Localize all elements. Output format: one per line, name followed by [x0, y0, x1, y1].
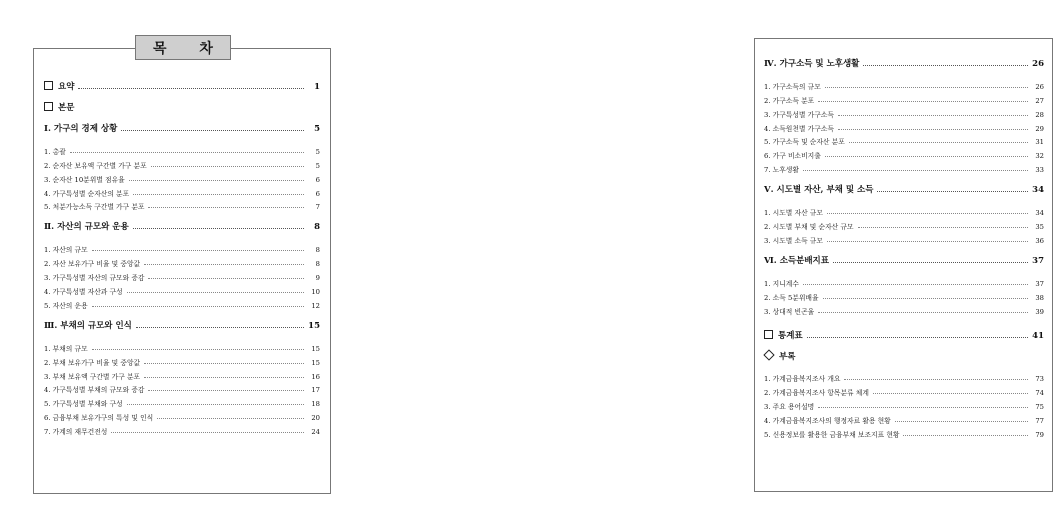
- dot-leader: [92, 306, 304, 307]
- checkbox-square-icon: [44, 102, 53, 111]
- dot-leader: [78, 88, 304, 89]
- dot-leader: [825, 87, 1028, 88]
- toc-item-label: 6. 금융부채 보유가구의 특성 및 인식: [44, 414, 154, 423]
- toc-appendix-item-page: 74: [1035, 389, 1044, 398]
- toc-item-page: 35: [1035, 223, 1044, 232]
- toc-section-heading-page: 8: [314, 222, 320, 233]
- dot-leader: [121, 130, 304, 131]
- toc-item[interactable]: [44, 282, 320, 296]
- toc-item[interactable]: [44, 240, 320, 254]
- toc-item[interactable]: [764, 91, 1044, 105]
- toc-section-heading-label: Ⅲ. 부채의 규모와 인식: [44, 320, 132, 331]
- dot-leader: [838, 115, 1028, 116]
- toc-item-page: 9: [315, 274, 320, 283]
- toc-item[interactable]: [764, 302, 1044, 316]
- toc-item-label: 5. 자산의 운용: [44, 301, 88, 310]
- dot-leader: [803, 284, 1028, 285]
- toc-summary-page: 1: [314, 82, 320, 92]
- toc-item-page: 5: [315, 147, 320, 156]
- toc-item-label: 4. 가구특성별 자산과 구성: [44, 288, 123, 297]
- dot-leader: [148, 207, 304, 208]
- dot-leader: [825, 156, 1028, 157]
- toc-stats-table-label: 통계표: [778, 330, 803, 341]
- dot-leader: [148, 278, 304, 279]
- toc-appendix-item-page: 73: [1035, 375, 1044, 384]
- dot-leader: [92, 250, 304, 251]
- toc-item-label: 3. 순자산 10분위별 점유율: [44, 175, 125, 184]
- toc-appendix-item-label: 2. 가계금융복지조사 항목분류 체계: [764, 389, 869, 398]
- toc-section-heading[interactable]: [44, 219, 320, 232]
- toc-summary-label: 요약: [58, 82, 75, 92]
- dot-leader: [144, 264, 304, 265]
- dot-leader: [127, 292, 304, 293]
- toc-section-heading-page: 37: [1032, 255, 1044, 266]
- toc-item-label: 5. 처분가능소득 구간별 가구 분포: [44, 203, 145, 212]
- toc-item-page: 10: [311, 288, 320, 297]
- dot-leader: [136, 327, 304, 328]
- toc-item-page: 7: [315, 203, 320, 212]
- toc-item-label: 4. 소득원천별 가구소득: [764, 124, 834, 133]
- toc-item-page: 39: [1035, 307, 1044, 316]
- dot-leader: [873, 393, 1028, 394]
- toc-item-page: 6: [315, 175, 320, 184]
- dot-leader: [148, 390, 304, 391]
- dot-leader: [877, 191, 1028, 192]
- toc-item[interactable]: [44, 394, 320, 408]
- toc-item[interactable]: [764, 203, 1044, 217]
- toc-item[interactable]: [764, 133, 1044, 147]
- toc-item-label: 4. 가구특성별 순자산의 분포: [44, 189, 130, 198]
- dot-leader: [838, 129, 1028, 130]
- toc-appendix-item[interactable]: [764, 425, 1044, 439]
- toc-appendix-heading-label: 부록: [779, 351, 796, 362]
- toc-item-label: 2. 소득 5분위배율: [764, 293, 819, 302]
- left-page: [0, 0, 360, 508]
- toc-item-label: 3. 가구특성별 자산의 규모와 증감: [44, 274, 145, 283]
- toc-item[interactable]: [44, 381, 320, 395]
- dot-leader: [827, 213, 1028, 214]
- toc-section-heading-label: Ⅰ. 가구의 경제 상황: [44, 124, 118, 134]
- toc-appendix-item[interactable]: [764, 411, 1044, 425]
- toc-item-label: 2. 부채 보유가구 비율 및 중앙값: [44, 358, 141, 367]
- toc-item-label: 2. 자산 보유가구 비율 및 중앙값: [44, 260, 141, 269]
- dot-leader: [827, 241, 1028, 242]
- appendix-items: [764, 370, 1044, 439]
- toc-section-heading-label: Ⅱ. 자산의 규모와 운용: [44, 222, 129, 233]
- toc-item[interactable]: [764, 217, 1044, 231]
- toc-item-page: 17: [311, 386, 320, 395]
- toc-item[interactable]: [44, 184, 320, 198]
- dot-leader: [833, 262, 1028, 263]
- toc-item-page: 34: [1035, 209, 1044, 218]
- toc-item-page: 36: [1035, 236, 1044, 245]
- dot-leader: [858, 227, 1028, 228]
- toc-item-page: 8: [315, 246, 320, 255]
- toc-item[interactable]: [764, 146, 1044, 160]
- toc-item[interactable]: [44, 296, 320, 310]
- toc-summary-row[interactable]: [44, 79, 320, 92]
- toc-item-label: 3. 시도별 소득 규모: [764, 236, 823, 245]
- toc-item-label: 1. 지니계수: [764, 279, 799, 288]
- dot-leader: [133, 228, 304, 229]
- toc-item-page: 16: [311, 372, 320, 381]
- checkbox-square-icon: [44, 81, 53, 90]
- left-toc: [44, 79, 320, 436]
- toc-appendix-item-label: 4. 가계금융복지조사의 행정자료 활용 현황: [764, 417, 891, 426]
- right-page: [360, 0, 1044, 508]
- dot-leader: [70, 152, 304, 153]
- diamond-icon: [763, 349, 774, 360]
- toc-appendix-item[interactable]: [764, 383, 1044, 397]
- checkbox-square-icon: [764, 330, 773, 339]
- toc-item-label: 6. 가구 비소비지출: [764, 152, 821, 161]
- dot-leader: [844, 379, 1028, 380]
- dot-leader: [903, 435, 1028, 436]
- toc-appendix-item-page: 77: [1035, 417, 1044, 426]
- dot-leader: [895, 421, 1028, 422]
- dot-leader: [144, 363, 304, 364]
- toc-section-heading-page: 26: [1032, 59, 1044, 69]
- dot-leader: [818, 101, 1028, 102]
- toc-item-page: 33: [1035, 166, 1044, 175]
- toc-item[interactable]: [44, 170, 320, 184]
- toc-item-page: 28: [1035, 110, 1044, 119]
- dot-leader: [818, 407, 1028, 408]
- toc-item-label: 5. 가구특성별 부채와 구성: [44, 400, 123, 409]
- toc-stats-table-page: 41: [1032, 330, 1044, 341]
- toc-section-heading[interactable]: [44, 121, 320, 134]
- toc-item[interactable]: [44, 156, 320, 170]
- toc-item-page: 37: [1035, 279, 1044, 288]
- toc-item-label: 4. 가구특성별 부채의 규모와 증감: [44, 386, 145, 395]
- toc-body-heading-label: 본문: [58, 103, 75, 113]
- toc-item-page: 8: [315, 260, 320, 269]
- right-sections: [764, 56, 1044, 316]
- dot-leader: [157, 418, 304, 419]
- toc-item[interactable]: [764, 105, 1044, 119]
- toc-item-page: 32: [1035, 152, 1044, 161]
- dot-leader: [92, 349, 304, 350]
- dot-leader: [849, 142, 1028, 143]
- toc-item[interactable]: [44, 254, 320, 268]
- toc-item-label: 1. 총괄: [44, 147, 66, 156]
- right-toc: [764, 48, 1044, 439]
- toc-item-label: 1. 시도별 자산 규모: [764, 209, 823, 218]
- toc-appendix-item-page: 79: [1035, 431, 1044, 440]
- toc-item-page: 29: [1035, 124, 1044, 133]
- toc-item[interactable]: [764, 288, 1044, 302]
- toc-item-page: 15: [311, 344, 320, 353]
- toc-item-page: 20: [311, 414, 320, 423]
- dot-leader: [144, 377, 304, 378]
- toc-appendix-item-label: 1. 가계금융복지조사 개요: [764, 375, 841, 384]
- toc-section-heading[interactable]: [764, 253, 1044, 266]
- toc-item-page: 38: [1035, 293, 1044, 302]
- toc-item-label: 3. 부채 보유액 구간별 가구 분포: [44, 372, 141, 381]
- dot-leader: [823, 298, 1028, 299]
- toc-appendix-item-page: 75: [1035, 403, 1044, 412]
- dot-leader: [127, 404, 304, 405]
- toc-item-page: 31: [1035, 138, 1044, 147]
- toc-item[interactable]: [764, 77, 1044, 91]
- toc-section-heading-page: 15: [308, 320, 320, 331]
- dot-leader: [111, 432, 304, 433]
- toc-title: 목 차: [135, 35, 231, 60]
- toc-item[interactable]: [44, 353, 320, 367]
- toc-item-label: 2. 가구소득 분포: [764, 96, 815, 105]
- toc-item-page: 26: [1035, 82, 1044, 91]
- toc-section-heading-label: Ⅵ. 소득분배지표: [764, 255, 829, 266]
- toc-item-label: 3. 가구특성별 가구소득: [764, 110, 834, 119]
- dot-leader: [818, 312, 1028, 313]
- toc-section-heading[interactable]: [44, 318, 320, 331]
- toc-item-label: 2. 순자산 보유액 구간별 가구 분포: [44, 161, 147, 170]
- toc-item[interactable]: [44, 268, 320, 282]
- toc-item-label: 1. 가구소득의 규모: [764, 82, 821, 91]
- toc-item-label: 2. 시도별 부채 및 순자산 규모: [764, 223, 854, 232]
- toc-item[interactable]: [44, 422, 320, 436]
- dot-leader: [133, 194, 304, 195]
- toc-item[interactable]: [44, 142, 320, 156]
- toc-appendix-item[interactable]: [764, 370, 1044, 384]
- dot-leader: [863, 65, 1028, 66]
- toc-stats-table-row[interactable]: [764, 328, 1044, 341]
- toc-item[interactable]: [44, 408, 320, 422]
- toc-item[interactable]: [764, 119, 1044, 133]
- dot-leader: [151, 166, 304, 167]
- toc-section-heading[interactable]: [764, 56, 1044, 69]
- toc-item[interactable]: [44, 198, 320, 212]
- toc-item-page: 12: [311, 301, 320, 310]
- toc-item-page: 15: [311, 358, 320, 367]
- toc-item-label: 5. 가구소득 및 순자산 분포: [764, 138, 845, 147]
- toc-item-page: 6: [315, 189, 320, 198]
- toc-item-label: 1. 자산의 규모: [44, 246, 88, 255]
- toc-section-heading-page: 34: [1032, 185, 1044, 196]
- toc-item[interactable]: [764, 160, 1044, 174]
- toc-item-page: 18: [311, 400, 320, 409]
- toc-item-label: 3. 상대적 빈곤율: [764, 307, 815, 316]
- toc-item-label: 7. 노후생활: [764, 166, 799, 175]
- dot-leader: [129, 180, 304, 181]
- toc-appendix-item-label: 5. 신용정보를 활용한 금융부채 보조지표 현황: [764, 431, 900, 440]
- toc-item[interactable]: [764, 274, 1044, 288]
- toc-item-label: 1. 부채의 규모: [44, 344, 88, 353]
- dot-leader: [803, 170, 1028, 171]
- toc-section-heading-label: Ⅳ. 가구소득 및 노후생활: [764, 59, 860, 69]
- toc-item-label: 7. 가계의 재무건전성: [44, 428, 108, 437]
- toc-appendix-item[interactable]: [764, 397, 1044, 411]
- toc-section-heading[interactable]: [764, 182, 1044, 195]
- toc-body-heading: [44, 100, 320, 113]
- toc-item[interactable]: [44, 339, 320, 353]
- toc-item-page: 24: [311, 428, 320, 437]
- toc-section-heading-label: Ⅴ. 시도별 자산, 부채 및 소득: [764, 185, 874, 196]
- toc-section-heading-page: 5: [314, 124, 320, 134]
- toc-appendix-heading: [764, 349, 1044, 362]
- toc-item[interactable]: [764, 231, 1044, 245]
- toc-appendix-item-label: 3. 주요 용어설명: [764, 403, 815, 412]
- toc-item-page: 27: [1035, 96, 1044, 105]
- dot-leader: [807, 337, 1028, 338]
- left-sections: [44, 121, 320, 436]
- toc-item-page: 5: [315, 161, 320, 170]
- toc-item[interactable]: [44, 367, 320, 381]
